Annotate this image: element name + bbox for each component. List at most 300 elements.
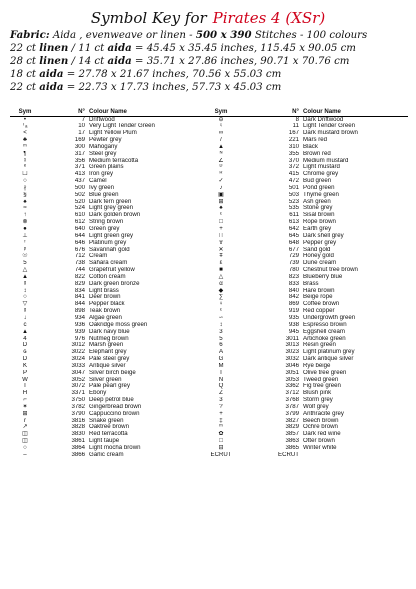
table-row: [10, 383, 408, 390]
colour-name-cell: Dark red wine: [303, 431, 341, 438]
header-colour-name: Colour Name: [302, 108, 408, 116]
colour-name-cell: [302, 452, 408, 459]
dmc-number-cell: 3863: [285, 438, 299, 445]
dmc-number-cell: 744: [74, 267, 85, 274]
dmc-number-cell: 898: [74, 308, 85, 315]
symbol-cell: ♣: [23, 137, 27, 144]
colour-name-cell: Red terracotta: [89, 431, 128, 438]
colour-name-cell: Oaktree brown: [89, 424, 129, 431]
fabric-type: linen: [39, 42, 69, 54]
table-row: [10, 171, 408, 178]
symbol-cell: 3: [219, 328, 223, 335]
dmc-number-cell: 413: [74, 171, 85, 178]
table-row: [10, 219, 408, 226]
colour-name-cell: Black: [303, 143, 318, 150]
symbol-cell: □: [219, 438, 223, 445]
symbol-cell: α: [219, 280, 223, 287]
dmc-number-cell: 501: [288, 184, 299, 191]
dmc-number-cell: 17: [78, 130, 85, 137]
colour-name-cell: Honey gold: [303, 253, 334, 260]
dmc-number-cell: 169: [74, 137, 85, 144]
fabric-type: aida: [39, 68, 64, 80]
colour-name-cell: Red copper: [303, 308, 335, 315]
colour-name-cell: Iron grey: [89, 171, 114, 178]
symbol-cell: ‡: [219, 417, 223, 424]
colour-name-cell: Pewter grey: [89, 137, 122, 144]
dmc-number-cell: 503: [288, 191, 299, 198]
symbol-cell: ⊟: [218, 445, 224, 451]
symbol-cell: ♀: [218, 301, 224, 308]
dmc-number-cell: 939: [74, 328, 85, 335]
colour-name-cell: Deep petrol blue: [89, 397, 134, 404]
symbol-cell: ∠: [218, 157, 224, 164]
colour-name-cell: Coffee brown: [303, 301, 340, 308]
colour-name-cell: Rope brown: [303, 219, 336, 226]
colour-name-cell: Bud green: [303, 178, 332, 185]
colour-name-cell: Light green grey: [89, 232, 134, 239]
table-row: [10, 363, 408, 370]
dmc-number-cell: 642: [288, 226, 299, 232]
colour-name-cell: Brass: [303, 280, 319, 287]
table-header-row: [10, 108, 408, 116]
colour-name-cell: Undergrowth green: [303, 314, 356, 321]
finished-size: = 35.71 x 27.86 inches, 90.71 x 70.76 cm: [131, 56, 350, 67]
colour-name-cell: Anthracite grey: [303, 410, 344, 417]
dmc-number-cell: 3032: [285, 356, 299, 363]
dmc-number-cell: 3857: [285, 431, 299, 438]
size-line: [0, 55, 416, 68]
colour-name-cell: Light brass: [89, 287, 119, 294]
colour-name-cell: Snake green: [89, 417, 124, 424]
symbol-cell: §: [23, 191, 27, 198]
table-row: [10, 342, 408, 349]
table-row: [10, 240, 408, 247]
symbol-cell: ◫: [22, 431, 28, 438]
colour-name-cell: Stone grey: [303, 205, 333, 212]
dmc-number-cell: 300: [74, 143, 85, 150]
dmc-number-cell: 371: [74, 164, 85, 171]
table-row: [10, 267, 408, 274]
symbol-cell: ⊥: [22, 232, 28, 239]
symbol-cell: ¶: [23, 150, 27, 157]
fabric-rest: Stitches - 100 colours: [254, 30, 368, 41]
dmc-number-cell: 3830: [71, 431, 85, 438]
thread-count: 28 ct: [10, 56, 37, 67]
dmc-number-cell: 372: [288, 164, 299, 171]
table-row: [10, 288, 408, 295]
colour-name-cell: Cream: [89, 253, 108, 260]
colour-name-cell: Silver birch beige: [89, 369, 136, 376]
symbol-cell: ⊞: [22, 410, 28, 417]
dmc-number-cell: 3827: [285, 417, 299, 424]
colour-name-cell: Beech brown: [303, 417, 339, 424]
colour-name-cell: Rye beige: [303, 362, 331, 369]
symbol-cell: ε: [219, 260, 223, 267]
dmc-number-cell: 437: [74, 178, 85, 185]
colour-name-cell: Otter brown: [303, 438, 335, 445]
symbol-cell: ⌐: [23, 397, 27, 404]
symbol-cell: ●: [23, 226, 27, 232]
symbol-cell: ᶠ: [24, 239, 26, 246]
colour-name-cell: Nutmeg brown: [89, 335, 129, 342]
dmc-number-cell: 646: [74, 239, 85, 246]
dmc-number-cell: 841: [74, 294, 85, 301]
dmc-number-cell: 3371: [71, 390, 85, 397]
dmc-number-cell: 3829: [285, 424, 299, 431]
colour-name-cell: Dark navy blue: [89, 328, 130, 335]
dmc-number-cell: 520: [74, 198, 85, 205]
dmc-number-cell: 3052: [71, 376, 85, 383]
table-row: [10, 123, 408, 130]
symbol-cell: ᴰ: [219, 164, 223, 171]
dmc-number-cell: 780: [288, 267, 299, 274]
dmc-number-cell: 356: [74, 157, 85, 164]
symbol-cell: /: [220, 137, 222, 144]
dmc-number-cell: 3712: [285, 390, 299, 397]
table-row: [10, 260, 408, 267]
colour-name-cell: Cappuccino brown: [89, 410, 140, 417]
dmc-number-cell: 3866: [71, 451, 85, 458]
dmc-number-cell: 3865: [285, 445, 299, 451]
colour-name-cell: Ivy green: [89, 184, 115, 191]
table-row: [10, 116, 408, 123]
table-row: [10, 411, 408, 418]
symbol-cell: ∽: [218, 314, 224, 321]
colour-name-cell: Storm grey: [303, 397, 333, 404]
header-number: N°: [40, 108, 88, 116]
symbol-cell: ▲: [21, 328, 29, 335]
header: [0, 0, 416, 94]
symbol-cell: <: [23, 130, 27, 137]
dmc-number-cell: 3750: [71, 397, 85, 404]
symbol-cell: ○: [23, 445, 27, 451]
symbol-cell: ᴺ: [219, 150, 223, 157]
colour-name-cell: Fig tree green: [303, 383, 341, 390]
title-lead: Symbol Key for: [90, 9, 207, 27]
colour-name-cell: Pond green: [303, 184, 335, 191]
dmc-number-cell: 3787: [285, 403, 299, 410]
symbol-cell: ᵋ: [220, 212, 222, 219]
dmc-number-cell: 3023: [285, 349, 299, 356]
dmc-number-cell: 3013: [285, 342, 299, 349]
symbol-cell: ✿: [218, 431, 224, 438]
symbol-cell: ○: [23, 178, 27, 185]
colour-name-cell: Ebony: [89, 390, 107, 397]
dmc-number-cell: 869: [288, 301, 299, 308]
dmc-number-cell: 167: [288, 130, 299, 137]
symbol-cell: ✕: [218, 246, 224, 253]
symbol-cell: ♠: [23, 198, 27, 205]
table-row: [10, 158, 408, 165]
table-row: [10, 233, 408, 240]
colour-name-cell: Mahogany: [89, 143, 118, 150]
dmc-number-cell: 7: [81, 116, 85, 123]
header-sym: Sym: [200, 108, 242, 116]
symbol-cell: 5: [219, 335, 223, 342]
dmc-number-cell: 945: [288, 328, 299, 335]
size-line: [0, 68, 416, 81]
dmc-number-cell: 729: [288, 253, 299, 260]
symbol-cell: ↓: [23, 314, 27, 321]
thread-count: 18 ct: [10, 69, 37, 80]
colour-name-cell: Beige rope: [303, 294, 333, 301]
table-row: [10, 178, 408, 185]
symbol-cell: D: [22, 356, 28, 363]
symbol-cell: ◆: [218, 287, 224, 294]
colour-name-cell: Dark Driftwood: [303, 116, 344, 123]
colour-name-cell: Deer brown: [89, 294, 121, 301]
dmc-number-cell: 842: [288, 294, 299, 301]
colour-name-cell: Light taupe: [89, 438, 120, 445]
colour-name-cell: Espresso brown: [303, 321, 347, 328]
colour-name-cell: String brown: [89, 219, 124, 226]
colour-name-cell: Sisal brown: [303, 212, 335, 219]
colour-name-cell: Driftwood: [89, 116, 115, 123]
colour-name-cell: Pale pearl grey: [89, 383, 130, 390]
symbol-cell: □: [219, 219, 223, 226]
symbol-cell: ᵋ: [220, 308, 222, 315]
colour-name-cell: Camel: [89, 178, 107, 185]
dmc-number-cell: 648: [288, 239, 299, 246]
dmc-number-cell: 644: [74, 232, 85, 239]
page-title: [0, 9, 416, 29]
stitch-size: 500 x 390: [195, 29, 252, 41]
dmc-number-cell: 535: [288, 205, 299, 212]
symbol-cell: ᴄ: [23, 321, 27, 328]
colour-name-cell: Green plains: [89, 164, 124, 171]
dmc-number-cell: 610: [74, 212, 85, 219]
symbol-cell: G: [218, 356, 224, 363]
colour-name-cell: Earth grey: [303, 226, 332, 232]
table-row: [10, 151, 408, 158]
symbol-cell: ≈: [23, 205, 27, 212]
colour-name-cell: Sand gold: [303, 246, 331, 253]
colour-name-cell: Resin green: [303, 342, 336, 349]
table-row: [10, 274, 408, 281]
table-row: [10, 281, 408, 288]
colour-name-cell: Ash green: [303, 198, 331, 205]
dmc-number-cell: 934: [74, 314, 85, 321]
symbol-cell: ᵍ: [23, 280, 27, 287]
table-row: [10, 315, 408, 322]
symbol-cell: △: [22, 267, 28, 274]
dmc-number-cell: 10: [78, 123, 85, 130]
table-row: [10, 390, 408, 397]
symbol-key-table: [10, 108, 408, 459]
symbol-cell: ᵡ: [23, 157, 27, 164]
colour-name-cell: Blush pink: [303, 390, 332, 397]
dmc-number-cell: 3782: [71, 403, 85, 410]
finished-size: = 27.78 x 21.67 inches, 70.56 x 55.03 cm: [63, 69, 282, 80]
colour-name-cell: Light Yellow Plum: [89, 130, 137, 137]
table-row: [10, 247, 408, 254]
dmc-number-cell: 3024: [71, 356, 85, 363]
dmc-number-cell: 844: [74, 301, 85, 308]
symbol-cell: ᴿ: [219, 171, 223, 178]
table-row: [10, 205, 408, 212]
symbol-cell: A: [218, 349, 224, 356]
dmc-number-cell: 935: [288, 314, 299, 321]
table-row: [10, 356, 408, 363]
symbol-cell: ∷: [219, 232, 223, 239]
dmc-number-cell: 355: [288, 150, 299, 157]
symbol-cell: Z: [219, 390, 223, 397]
dmc-number-cell: 3790: [71, 410, 85, 417]
colour-name-cell: Winter white: [303, 445, 337, 451]
colour-name-cell: Hare brown: [303, 287, 335, 294]
dmc-number-cell: 829: [74, 280, 85, 287]
dmc-number-cell: 310: [288, 143, 299, 150]
dmc-number-cell: 645: [288, 232, 299, 239]
table-row: [10, 137, 408, 144]
dmc-number-cell: 834: [74, 287, 85, 294]
symbol-cell: ᵖ: [23, 246, 27, 253]
symbol-cell: ᵀₐ: [22, 123, 28, 130]
dmc-number-cell: 976: [74, 335, 85, 342]
colour-name-cell: Mars red: [303, 137, 328, 144]
symbol-cell: ✓: [218, 178, 224, 185]
colour-name-cell: Pepper black: [89, 301, 125, 308]
finished-size: = 45.45 x 35.45 inches, 115.45 x 90.05 cm: [131, 43, 356, 54]
symbol-cell: ᵐ: [219, 424, 223, 431]
dmc-number-cell: 3768: [285, 397, 299, 404]
dmc-number-cell: 3362: [285, 383, 299, 390]
symbol-cell: ☐: [22, 171, 28, 178]
symbol-cell: W: [22, 376, 28, 383]
symbol-cell: ᵐ: [23, 143, 27, 150]
symbol-cell: ↗: [22, 424, 28, 431]
colour-name-cell: Medium mustard: [303, 157, 349, 164]
dmc-number-cell: 370: [288, 157, 299, 164]
symbol-cell: ?: [219, 403, 223, 410]
colour-name-cell: Gingerbread brown: [89, 403, 142, 410]
symbol-cell: ■: [219, 267, 223, 274]
table-row: [10, 253, 408, 260]
table-row: [10, 212, 408, 219]
dmc-number-cell: 3046: [285, 362, 299, 369]
colour-name-cell: Light mustard: [303, 164, 340, 171]
thread-count: 22 ct: [10, 82, 37, 93]
dmc-number-cell: 3053: [285, 376, 299, 383]
dmc-number-cell: 738: [74, 260, 85, 267]
colour-name-cell: Dark golden brown: [89, 212, 141, 219]
symbol-cell: 3: [219, 397, 223, 404]
fabric-type: aida: [107, 42, 132, 54]
symbol-cell: r: [23, 417, 27, 424]
dmc-number-cell: 3828: [71, 424, 85, 431]
dmc-number-cell: 833: [288, 280, 299, 287]
colour-name-cell: Silver green: [89, 376, 122, 383]
symbol-cell: T: [219, 369, 223, 376]
header-colour-name: Colour Name: [88, 108, 200, 116]
colour-name-cell: Medium terracotta: [89, 157, 139, 164]
dmc-number-cell: 3072: [71, 383, 85, 390]
dmc-number-cell: 612: [74, 219, 85, 226]
symbol-cell: +: [219, 226, 223, 232]
dmc-number-cell: 3012: [71, 342, 85, 349]
table-row: [10, 144, 408, 151]
colour-name-cell: Wolf grey: [303, 403, 329, 410]
colour-name-cell: Steel grey: [89, 150, 117, 157]
dmc-number-cell: ECRUT: [278, 451, 299, 458]
symbol-cell: ♮: [219, 123, 223, 130]
fabric-type: linen: [39, 55, 69, 67]
table-row: [10, 431, 408, 438]
dmc-number-cell: 472: [288, 178, 299, 185]
table-row: [10, 308, 408, 315]
dmc-number-cell: 919: [288, 308, 299, 315]
header-sym: Sym: [10, 108, 40, 116]
dmc-number-cell: 938: [288, 321, 299, 328]
symbol-cell: M: [218, 362, 224, 369]
colour-name-cell: Savannah gold: [89, 246, 130, 253]
colour-name-cell: Oakridge moss green: [89, 321, 148, 328]
dmc-number-cell: 3799: [285, 410, 299, 417]
symbol-cell: K: [22, 362, 28, 369]
colour-name-cell: Thyme green: [303, 191, 339, 198]
symbol-cell: ∤: [23, 184, 27, 191]
dmc-number-cell: 524: [74, 205, 85, 212]
dmc-number-cell: 640: [74, 226, 85, 232]
symbol-cell: I: [24, 383, 26, 390]
symbol-cell: ∞: [218, 130, 224, 137]
colour-name-cell: Dune cream: [303, 260, 337, 267]
dmc-number-cell: 3864: [71, 445, 85, 451]
symbol-cell: ↕: [23, 287, 27, 294]
colour-name-cell: Blueberry blue: [303, 273, 343, 280]
fabric-label: Fabric:: [10, 29, 50, 41]
table-row: [10, 397, 408, 404]
symbol-cell: Q: [218, 383, 224, 390]
symbol-cell: ᵍ: [23, 308, 27, 315]
symbol-cell: •: [23, 116, 27, 123]
table-row: [10, 185, 408, 192]
colour-name-cell: Dark fern green: [89, 198, 132, 205]
dmc-number-cell: 3011: [285, 335, 299, 342]
dmc-number-cell: 676: [74, 246, 85, 253]
dmc-number-cell: 613: [288, 219, 299, 226]
symbol-cell: ɢ: [23, 349, 27, 356]
dmc-number-cell: 3051: [285, 369, 299, 376]
colour-name-cell: Light platinum grey: [303, 349, 355, 356]
symbol-cell: ▽: [22, 301, 28, 308]
colour-name-cell: Artichoke green: [303, 335, 346, 342]
dmc-number-cell: 3816: [71, 417, 85, 424]
colour-name-cell: Light Tender Green: [303, 123, 356, 130]
colour-name-cell: Ochre brown: [303, 424, 338, 431]
colour-name-cell: Sahara cream: [89, 260, 128, 267]
table-row: [10, 370, 408, 377]
colour-name-cell: Tweed green: [303, 376, 339, 383]
dmc-number-cell: 840: [288, 287, 299, 294]
colour-name-cell: Marsh green: [89, 342, 124, 349]
table-row: [10, 424, 408, 431]
table-row: [10, 377, 408, 384]
symbol-cell: ↑: [23, 212, 27, 219]
table-row: [10, 294, 408, 301]
symbol-cell: ☉: [22, 253, 28, 260]
colour-name-cell: Brown red: [303, 150, 331, 157]
symbol-cell: N: [218, 376, 224, 383]
symbol-cell: D: [22, 342, 28, 349]
table-row: [10, 452, 408, 459]
table-row: [10, 329, 408, 336]
dmc-number-cell: 3047: [71, 369, 85, 376]
symbol-cell: ♠: [219, 205, 223, 212]
table-row: [10, 192, 408, 199]
symbol-cell: ♪: [219, 184, 223, 191]
colour-name-cell: Pale steel grey: [89, 356, 130, 363]
